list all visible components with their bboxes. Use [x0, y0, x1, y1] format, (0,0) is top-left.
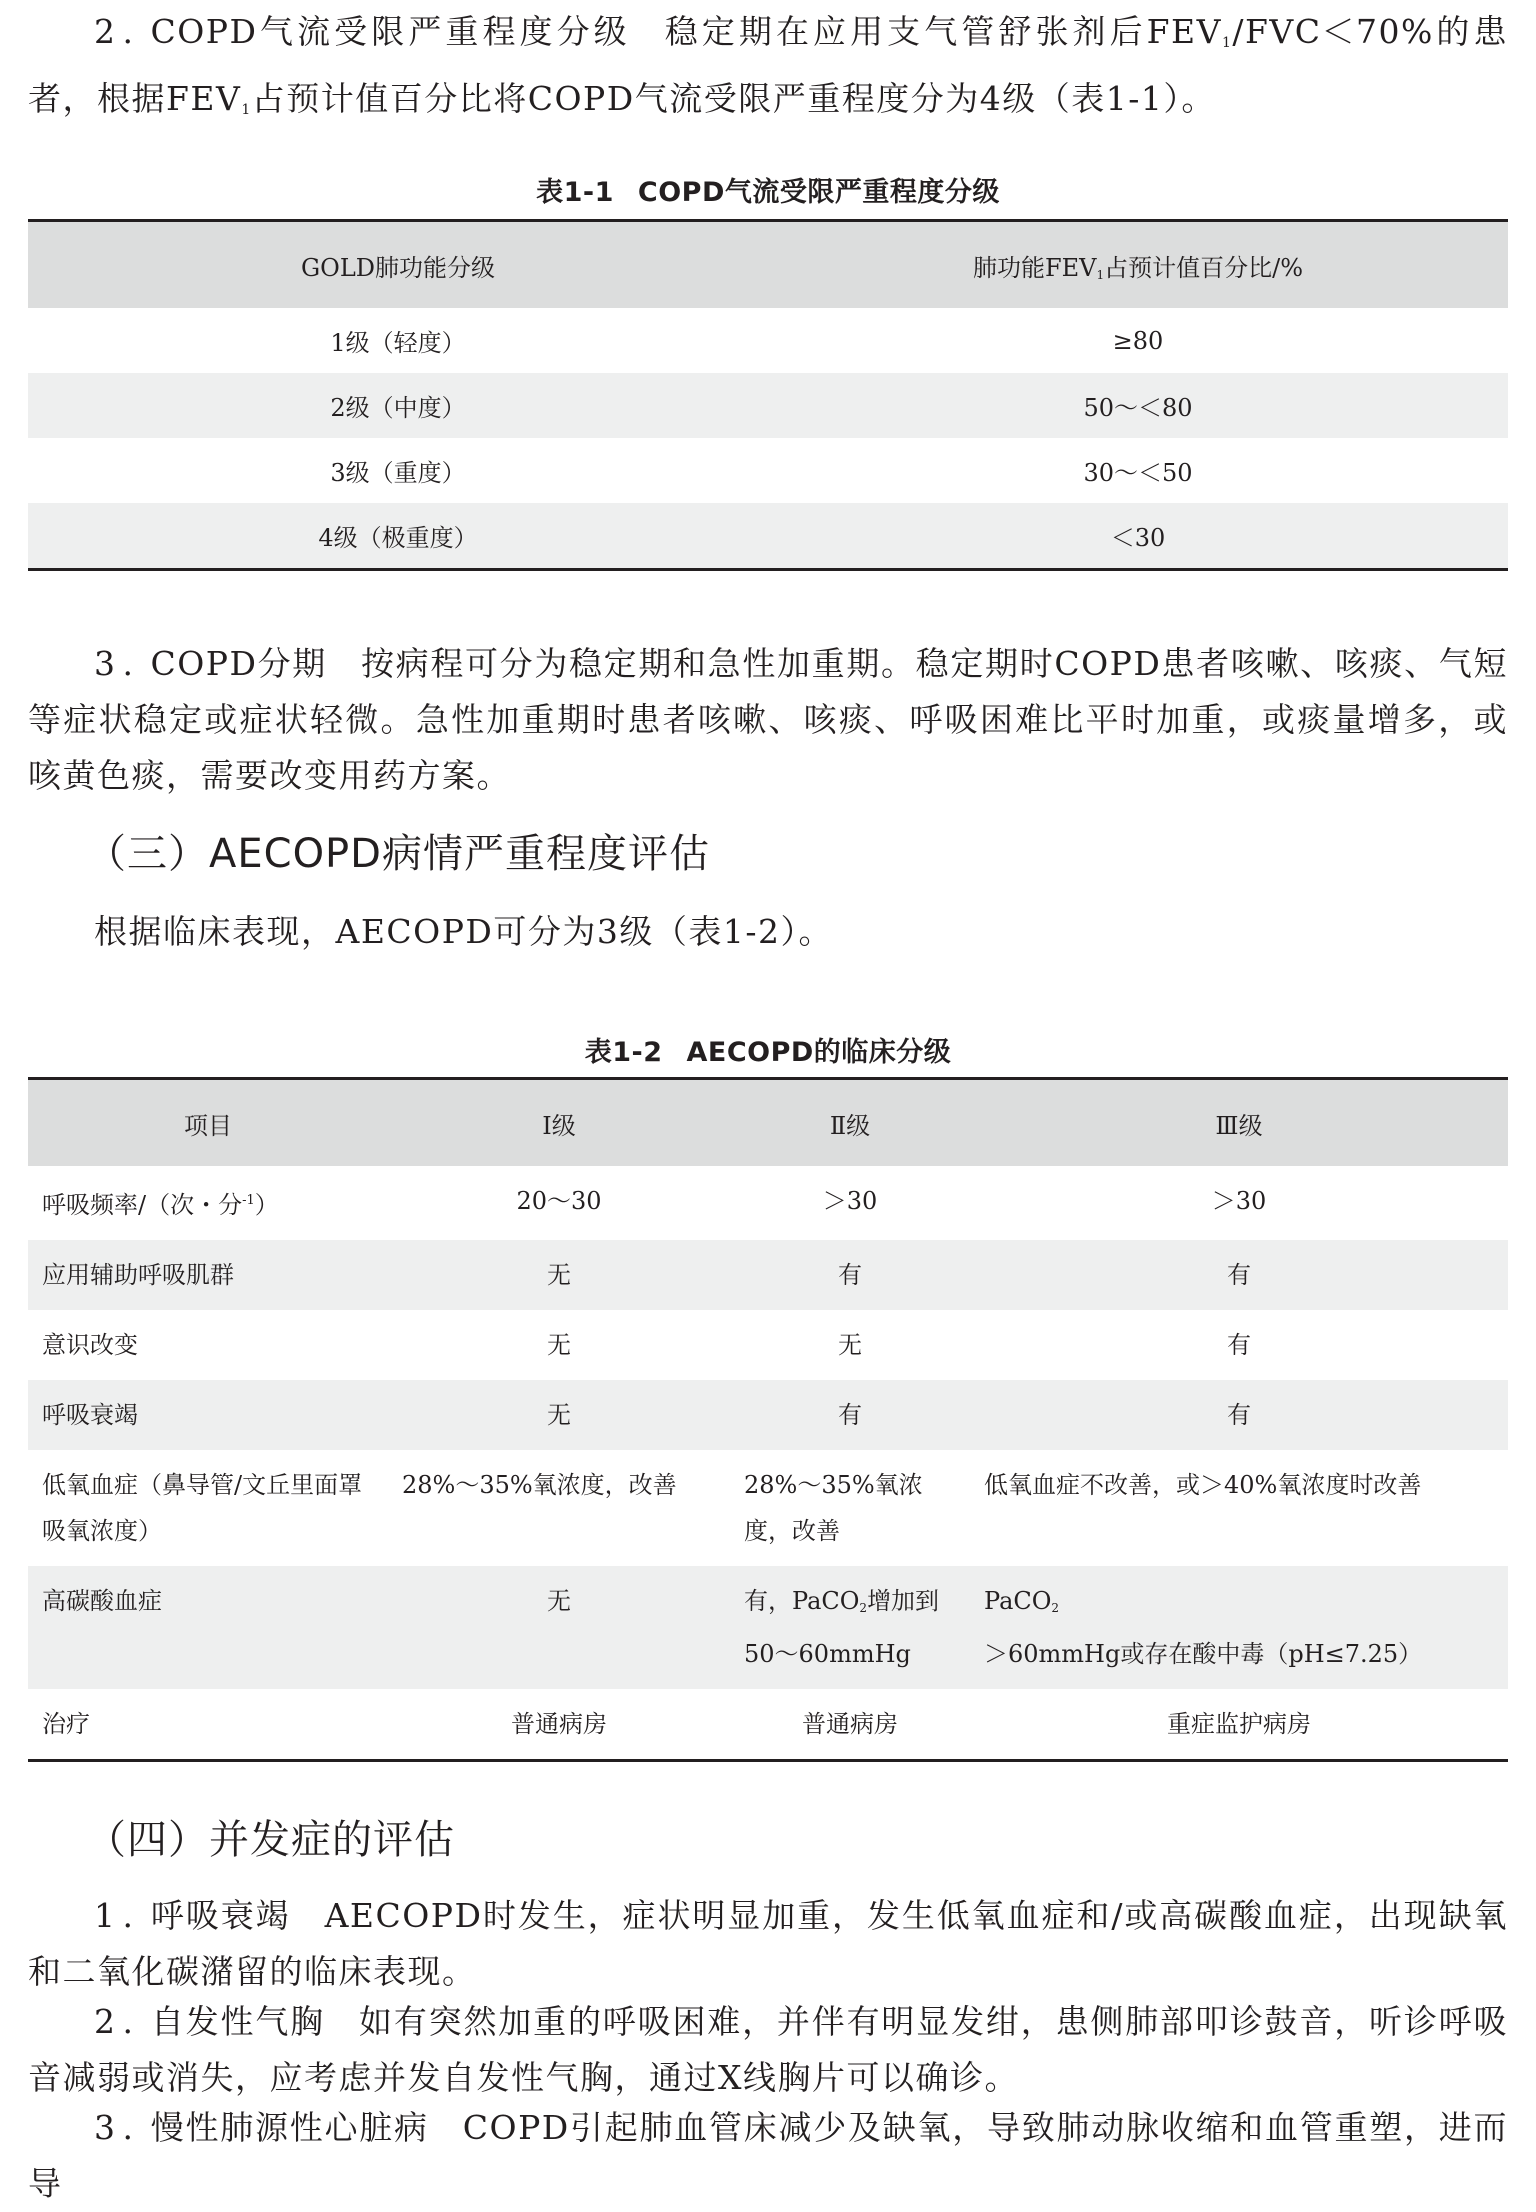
table-row: 4级（极重度） ＜30: [28, 503, 1508, 570]
paragraph-lead: COPD分期: [150, 644, 327, 683]
table-row: 治疗 普通病房 普通病房 重症监护病房: [28, 1689, 1508, 1761]
paragraph-lead: 自发性气胸: [150, 2002, 325, 2041]
paragraph-respiratory-failure: 1 . 呼吸衰竭 AECOPD时发生，症状明显加重，发生低氧血症和/或高碳酸血症，出现缺氧和二氧化碳潴留的临床表现。: [28, 1896, 1508, 1991]
header-grade-1: Ⅰ级: [388, 1079, 730, 1167]
paragraph-copd-grading: 2 . COPD气流受限严重程度分级 稳定期在应用支气管舒张剂后$FEV_1/FVC<70\%$的患者，根据$FEV_1$占预计值百分比将COPD气流受限严重程度分为4级（表1-1）。: [28, 12, 1508, 118]
header-fev1-percent: 肺功能$FEV_1$占预计值百分比/%: [768, 221, 1508, 309]
table-header-row: [28, 221, 1508, 309]
paragraph-lead: 慢性肺源性心脏病: [150, 2108, 429, 2147]
paragraph-aecopd-intro: 根据临床表现，AECOPD可分为3级（表1-2）。: [94, 912, 834, 951]
section-heading-complications: （四）并发症的评估: [86, 1817, 455, 1863]
table-caption-1-2: 表1-2 AECOPD的临床分级: [584, 1037, 952, 1068]
paragraph-copd-staging: 3 . COPD分期 按病程可分为稳定期和急性加重期。稳定期时COPD患者咳嗽、咳痰、气短等症状稳定或症状轻微。急性加重期时患者咳嗽、咳痰、呼吸困难比平时加重，或痰量增多，或咳黄色痰，需要改变用药方案。: [28, 644, 1509, 795]
table-row: 呼吸衰竭 无 有 有: [28, 1380, 1508, 1450]
item-number: 3: [94, 2108, 117, 2147]
paragraph-lead: 呼吸衰竭: [150, 1896, 291, 1935]
item-number: 2: [94, 12, 117, 51]
section-heading-aecopd-severity: （三）AECOPD病情严重程度评估: [86, 831, 710, 877]
header-grade-3: Ⅲ级: [970, 1079, 1508, 1167]
table-row: 应用辅助呼吸肌群 无 有 有: [28, 1240, 1508, 1310]
table-row: 3级（重度） 30～＜50: [330, 459, 1193, 487]
item-number: 3: [94, 644, 117, 683]
paragraph-lead: COPD气流受限严重程度分级: [150, 12, 631, 51]
table-aecopd-grading: [28, 1077, 1508, 1762]
table-row: 意识改变 无 无 有: [42, 1331, 1251, 1359]
header-item: 项目: [28, 1079, 388, 1167]
table-row: 呼吸频率/（次・分$^{-1}$） 20～30 ＞30 ＞30: [42, 1187, 1267, 1219]
table-row: 高碳酸血症 无 有，PaCO$_2$增加到50～60mmHg PaCO$_2$＞60mmHg或存在酸中毒（pH≤7.25）: [28, 1566, 1508, 1689]
header-grade-2: Ⅱ级: [730, 1079, 970, 1167]
paragraph-pneumothorax: 2 . 自发性气胸 如有突然加重的呼吸困难，并伴有明显发绀，患侧肺部叩诊鼓音，听诊呼吸音减弱或消失，应考虑并发自发性气胸，通过X线胸片可以确诊。: [28, 2002, 1509, 2097]
table-caption-1-1: 表1-1 COPD气流受限严重程度分级: [536, 177, 1000, 208]
table-header-row: [28, 1079, 1508, 1167]
item-number: 2: [94, 2002, 117, 2041]
table-row: 2级（中度） 50～＜80: [28, 373, 1508, 438]
table-row: 低氧血症（鼻导管/文丘里面罩吸氧浓度） 28%～35%氧浓度，改善 28%～35%氧浓度，改善 低氧血症不改善，或＞40%氧浓度时改善: [42, 1471, 1422, 1545]
table-copd-grading: [28, 219, 1508, 571]
item-number: 1: [94, 1896, 117, 1935]
paragraph-cor-pulmonale: 3 . 慢性肺源性心脏病 COPD引起肺血管床减少及缺氧，导致肺动脉收缩和血管重塑，进而导: [28, 2108, 1509, 2203]
table-row: 1级（轻度） ≥80: [330, 326, 1164, 357]
header-gold-grade: GOLD肺功能分级: [28, 221, 768, 309]
